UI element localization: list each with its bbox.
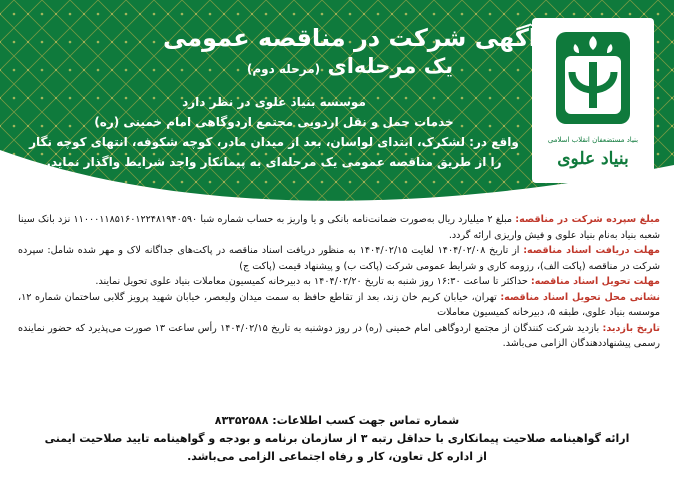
section-text: مبلغ ۲ میلیارد ریال به‌صورت ضمانت‌نامه بانکی و یا واریز به حساب شماره شبا ۱۱۰۰۰۱۱۸۵۱۶۰۱۲۲۴۸۱۹۴۰۵۹۰ نزد بانک سینا شعبه بنیاد به‌نام بنیاد علوی و فیش واریزی ارائه گردد. <box>18 214 660 241</box>
alavi-foundation-emblem-icon <box>548 26 638 130</box>
intro-line: موسسه بنیاد علوی در نظر دارد <box>182 95 366 109</box>
header-banner <box>0 0 674 210</box>
intro-line: خدمات حمل و نقل اردویی مجتمع اردوگاهی امام خمینی (ره) <box>94 115 454 129</box>
requirement-line: ارائه گواهینامه صلاحیت پیمانکاری با حداقل رتبه ۳ از سازمان برنامه و بودجه و گواهینامه تایید صلاحیت ایمنی <box>44 432 630 445</box>
title-subline <box>150 53 550 82</box>
requirement-line: از اداره کل تعاون، کار و رفاه اجتماعی الزامی می‌باشد. <box>187 450 487 463</box>
foundation-logo <box>532 18 654 183</box>
section-text: حداکثر تا ساعت ۱۶:۳۰ روز شنبه به تاریخ ۱۴۰۴/۰۲/۲۰ به دبیرخانه کمیسیون معاملات بنیاد علوی تحویل نمایند. <box>95 276 528 287</box>
page-title: آگهی شرکت در مناقصه عمومی <box>162 24 537 52</box>
section-label: نشانی محل تحویل اسناد مناقصه: <box>500 291 660 303</box>
tender-details <box>18 212 660 352</box>
document-receipt-section <box>18 243 660 274</box>
deposit-section <box>18 212 660 243</box>
section-label: مهلت تحویل اسناد مناقصه: <box>530 276 660 287</box>
contact-block <box>40 412 634 466</box>
logo-subtitle: بنیاد مستضعفان انقلاب اسلامی <box>547 136 639 144</box>
contact-phone: شماره تماس جهت کسب اطلاعات: ۸۳۳۵۲۵۸۸ <box>214 414 460 427</box>
section-text: تهران، خیابان کریم خان زند، بعد از تقاطع حافظ به سمت میدان ولیعصر، خیابان شهید پرویز گلابی ساختمان شماره ۱۲، موسسه بنیاد علوی، طبقه ۵، دبیرخانه کمیسیون معاملات <box>18 291 660 318</box>
intro-line: واقع در: لشکرک، ابتدای لواسان، بعد از میدان مادر، کوچه شکوفه، انتهای کوچه نگار <box>29 135 519 149</box>
delivery-address-section <box>18 290 660 321</box>
document-delivery-section <box>18 274 660 290</box>
section-text: بازدید شرکت کنندگان از مجتمع اردوگاهی امام خمینی (ره) در روز دوشنبه به تاریخ ۱۴۰۴/۰۲/۱۵ رأس ساعت ۱۳ صورت می‌پذیرد که حضور نماینده رسمی پیشنهاددهندگان الزامی می‌باشد. <box>18 322 660 349</box>
tender-stage: (مرحله دوم) <box>246 62 321 76</box>
section-label: مهلت دریافت اسناد مناقصه: <box>523 245 660 256</box>
visit-date-section <box>18 321 660 352</box>
intro-line: را از طریق مناقصه عمومی یک مرحله‌ای به پیمانکار واجد شرایط واگذار نماید. <box>46 155 502 169</box>
section-label: تاریخ بازدید: <box>602 322 660 334</box>
section-text: از تاریخ ۱۴۰۴/۰۲/۰۸ لغایت ۱۴۰۴/۰۲/۱۵ به منظور دریافت اسناد مناقصه در پاکت‌های جداگانه لاک و مهر شده شامل: سپرده شرکت در مناقصه (پاکت الف)، رزومه کاری و شرایط عمومی شرکت (پاکت ب) و پیشنهاد قیمت (پاکت ج) <box>18 245 660 272</box>
tender-type: یک مرحله‌ای <box>327 54 454 78</box>
logo-name: بنیاد علوی <box>557 149 629 169</box>
intro-block <box>14 92 534 172</box>
section-label: مبلغ سپرده شرکت در مناقصه: <box>515 214 660 225</box>
